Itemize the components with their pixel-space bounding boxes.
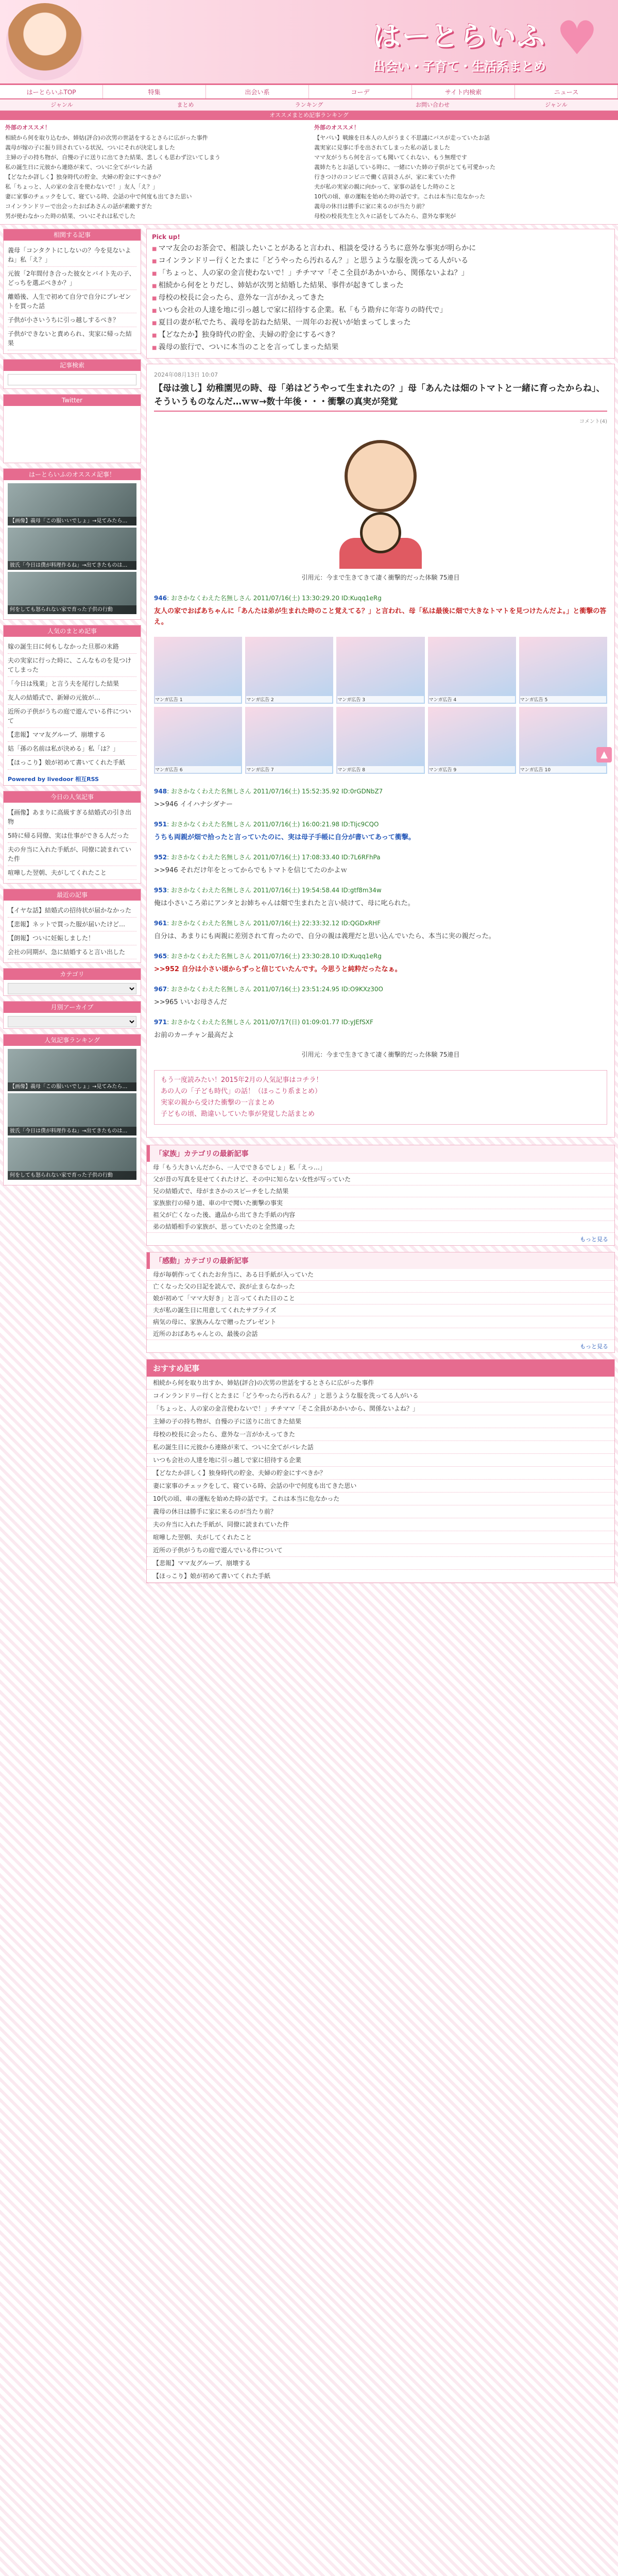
more-link[interactable]: もっと見る — [580, 1343, 608, 1350]
nav-item-news[interactable]: ニュース — [515, 85, 618, 98]
ad-banner[interactable] — [154, 707, 242, 774]
comment-post — [154, 1017, 607, 1041]
sidebar-article-link[interactable]: 【悲報】ネットで買った服が届いたけど… — [8, 918, 136, 931]
osusume-link[interactable]: 相続から何を取り出すか、姉姑(評合)の次男の世話をするとさらに広がった事件 — [147, 1377, 614, 1389]
sidebar-ranking-box — [3, 1034, 141, 1185]
ad-label: マンガ広告 8 — [337, 766, 423, 773]
post-name: おさかなくわえた名無しさん — [170, 953, 251, 960]
page-top-button[interactable]: ▲ — [596, 747, 612, 762]
pickup-link[interactable]: ■ 【どなたか】独身時代の貯金、夫婦の貯金にするべき？ — [152, 329, 609, 342]
ad-label: マンガ広告 5 — [520, 696, 606, 703]
related-link[interactable]: あの人の「子ども時代」の話！（ほっこり系まとめ） — [161, 1088, 322, 1095]
sidebar-twitter-box — [3, 394, 141, 463]
osusume-link[interactable]: 喧嘩した翌朝、夫がしてくれたこと — [147, 1531, 614, 1544]
sidebar-search-title: 記事検索 — [4, 360, 141, 371]
post-body: >>946 それだけ年をとってからでもトマトを信じてたのかよｗ — [154, 867, 348, 874]
category-link[interactable]: 病気の母に、家族みんなで贈ったプレゼント — [147, 1316, 614, 1328]
ad-grid — [154, 637, 607, 774]
sidebar-article-link[interactable]: 【画像】あまりに高級すぎる結婚式の引き出物 — [8, 806, 136, 829]
ad-banner[interactable] — [245, 707, 333, 774]
ranking-thumbnail[interactable] — [8, 1093, 136, 1136]
ranking-thumbnail[interactable] — [8, 1049, 136, 1091]
twitter-widget[interactable] — [4, 406, 141, 463]
thumbnail-caption: 【画像】義母「この服いいでしょ」→見てみたら… — [8, 517, 136, 526]
recommend-link[interactable]: 私「ちょっと、人の家の金言を使わないで！」友人「え？」 — [5, 183, 158, 190]
post-id: ID:7L6RFhPa — [341, 854, 381, 861]
sidebar-popular-title: 人気のまとめ記事 — [4, 625, 141, 637]
post-id: ID:Kuqq1eRg — [341, 595, 382, 602]
recommend-link[interactable]: 10代の頃、車の運転を始めた時の話です。これは本当に危なかった — [314, 193, 486, 200]
post-body: >>952 自分は小さい頃からずっと信じていたんです。今思うと純粋だったなぁ。 — [154, 965, 402, 973]
ad-label: マンガ広告 2 — [246, 696, 332, 703]
article-source: 引用元：今まで生きてきて凄く衝撃的だった体験 75連目 — [301, 574, 460, 581]
recommend-link[interactable]: 義姉たちとお話している時に、一緒にいた姉の子供がとても可愛かった — [314, 164, 495, 171]
thumbnail-link[interactable] — [8, 483, 136, 526]
post-number[interactable]: 965 — [154, 953, 167, 960]
subnav-item-genre-2[interactable]: ジャンル — [545, 101, 568, 108]
post-number[interactable]: 952 — [154, 854, 167, 861]
related-link[interactable]: 子どもの頃、勘違いしていた事が発覚した話まとめ — [161, 1110, 315, 1118]
recommend-left-title: 外部のオススメ！ — [5, 124, 50, 131]
category-list — [147, 1269, 614, 1340]
sidebar-article-link[interactable]: 5時に帰る同僚、実は仕事ができる人だった — [8, 829, 136, 843]
child-figure — [360, 512, 401, 553]
sidebar-archive-box — [3, 1001, 141, 1029]
sidebar-ranking-title: 人気記事ランキング — [4, 1035, 141, 1046]
sidebar-recent-title: 最近の記事 — [4, 889, 141, 901]
sidebar-popular-list — [4, 637, 141, 773]
category-blocks — [146, 1145, 615, 1353]
post-number[interactable]: 953 — [154, 887, 167, 894]
pickup-link[interactable]: ■ 義母の旅行で、ついに本当のことを言ってしまった結果 — [152, 342, 609, 354]
category-link[interactable]: 兄の結婚式で、母がまさかのスピーチをした結果 — [147, 1185, 614, 1197]
post-number[interactable]: 961 — [154, 920, 167, 927]
sidebar-article-link[interactable]: 嫁の誕生日に何もしなかった旦那の末路 — [8, 640, 136, 654]
recommend-left — [5, 123, 304, 221]
ad-banner[interactable] — [245, 637, 333, 704]
related-list — [161, 1075, 600, 1120]
recommend-link[interactable]: 義母が嫁の子に振り回されている状況、ついにそれが決定しました — [5, 144, 175, 151]
sidebar-article-link[interactable]: 喧嘩した翌朝、夫がしてくれたこと — [8, 866, 136, 880]
ad-banner[interactable] — [336, 707, 424, 774]
osusume-link[interactable]: 妻に家事のチェックをして、寝ている時、会話の中で何度も出てきた思い — [147, 1480, 614, 1493]
osusume-link[interactable]: いつも会社の人達を地に引っ越しで家に招待する企業 — [147, 1454, 614, 1467]
category-block — [146, 1145, 615, 1246]
ranking-caption: 【画像】義母「この服いいでしょ」→見てみたら… — [8, 1082, 136, 1091]
nav-item-code[interactable]: コーデ — [309, 85, 412, 98]
sidebar-popular-box — [3, 625, 141, 786]
thumbnail-link[interactable] — [8, 572, 136, 614]
post-name: おさかなくわえた名無しさん — [170, 920, 251, 927]
category-link[interactable]: 母「もう大きいんだから、一人でできるでしょ」私「えっ…」 — [147, 1162, 614, 1174]
category-link[interactable]: 祖父が亡くなった後、遺品から出てきた手紙の内容 — [147, 1209, 614, 1221]
post-number[interactable]: 946 — [154, 595, 167, 602]
recommend-left-list — [5, 133, 304, 221]
subnav-item-ranking[interactable]: ランキング — [295, 101, 323, 108]
sidebar-article-link[interactable]: 夫の弁当に入れた手紙が、同僚に読まれていた件 — [8, 843, 136, 866]
comment-post — [154, 819, 607, 843]
recommend-link[interactable]: 【どなたか詳しく】独身時代の貯金、夫婦の貯金にすべきか？ — [5, 174, 164, 180]
sidebar-twitter-title: Twitter — [4, 395, 141, 406]
osusume-link[interactable]: 私の誕生日に元彼から連絡が来て、ついに全てがバレた話 — [147, 1441, 614, 1454]
sidebar-osusume-title: はーとらいふのオススメ記事！ — [4, 469, 141, 480]
comment-post — [154, 786, 607, 810]
sidebar-thumb-list — [4, 480, 141, 619]
ad-label: マンガ広告 3 — [337, 696, 423, 703]
post-id: ID:gtf8m34w — [341, 887, 382, 894]
pickup-title: Pick up! — [152, 233, 180, 241]
post-body: うちも両親が畑で拾ったと言っていたのに、実は母子手帳に自分が書いてあって衝撃。 — [154, 834, 415, 841]
pickup-link[interactable]: ■ ママ友会のお茶会で、相談したいことがあると言われ、相談を受けるうちに意外な事実が明らかに — [152, 243, 609, 255]
sidebar-article-link[interactable]: 近所の子供がうちの庭で遊んでいる件について — [8, 705, 136, 728]
post-date: 2011/07/16(土) 15:52:35.92 — [253, 788, 340, 795]
post-body: 自分は、あまりにも両親に差別されて育ったので、自分の親は義理だと思い込んでいたら、本当に実の親だった。 — [154, 933, 495, 940]
category-link[interactable]: 母が毎朝作ってくれたお弁当に、ある日手紙が入っていた — [147, 1269, 614, 1281]
category-block — [146, 1252, 615, 1353]
nav-item-search[interactable]: サイト内検索 — [412, 85, 515, 98]
heart-icon: ♥ — [556, 11, 598, 65]
comment-post — [154, 951, 607, 975]
recommend-link[interactable]: ママ友がうちら何を言っても聞いてくれない、もう無理です — [314, 154, 467, 161]
recommend-link[interactable]: 母校の校長先生と久々に話をしてみたら、意外な事実が — [314, 213, 456, 219]
pickup-link[interactable]: ■ 母校の校長に会ったら、意外な一言がかえってきた — [152, 292, 609, 304]
osusume-link[interactable]: 母校の校長に会ったら、意外な一言がかえってきた — [147, 1428, 614, 1441]
article — [146, 364, 615, 1138]
sidebar-category-box — [3, 968, 141, 996]
post-header: 953: おさかなくわえた名無しさん 2011/07/16(土) 19:54:58.44 ID:gtf8m34w — [154, 887, 382, 894]
sidebar-article-link[interactable]: 元彼「2年間付き合った彼女とバイト先の子、どっちを選ぶべきか？」 — [8, 267, 136, 290]
recommend-right-title: 外部のオススメ！ — [314, 124, 359, 131]
sidebar-article-link[interactable]: 「今日は残業」と言う夫を尾行した結果 — [8, 677, 136, 691]
category-list — [147, 1162, 614, 1233]
powered-by-link[interactable]: Powered by livedoor 相互RSS — [8, 776, 99, 783]
ad-banner[interactable] — [519, 707, 607, 774]
post-id: ID:QGDxRHF — [341, 920, 381, 927]
subnav-item-contact[interactable]: お問い合わせ — [416, 101, 450, 108]
recommend-link[interactable]: 相続から何を取り込むか、姉姑(評合)の次男の世話をするとさらに広がった事件 — [5, 134, 208, 141]
sidebar-related-box — [3, 229, 141, 354]
post-name: おさかなくわえた名無しさん — [170, 595, 251, 602]
thumbnail-caption: 何をしても怒られない家で育った子供の行動 — [8, 605, 136, 614]
pickup-link[interactable]: ■ 「ちょっと、人の家の金言使わないで！」チチママ「そこ全員があかいから、関係ないよね？」 — [152, 267, 609, 280]
post-number[interactable]: 971 — [154, 1019, 167, 1026]
ad-banner[interactable] — [336, 637, 424, 704]
ad-label: マンガ広告 4 — [429, 696, 515, 703]
sidebar-article-link[interactable]: 会社の同期が、急に結婚すると言い出した — [8, 945, 136, 959]
ad-banner[interactable] — [154, 637, 242, 704]
post-header: 971: おさかなくわえた名無しさん 2011/07/17(日) 01:09:01.77 ID:yJEfSXF — [154, 1019, 373, 1026]
comment-link[interactable]: コメント(4) — [579, 419, 607, 425]
post-name: おさかなくわえた名無しさん — [170, 788, 251, 795]
ad-banner[interactable] — [519, 637, 607, 704]
post-header: 951: おさかなくわえた名無しさん 2011/07/16(土) 16:00:21.98 ID:TIjc9CQO — [154, 821, 379, 828]
osusume-box — [146, 1359, 615, 1583]
site-header — [0, 0, 618, 85]
post-id: ID:0rGDNbZ7 — [341, 788, 383, 795]
osusume-link[interactable]: 義母の休日は勝手に家に来るのが当たり前？ — [147, 1505, 614, 1518]
article-source-footer: 引用元：今まで生きてきて凄く衝撃的だった体験 75連目 — [301, 1051, 460, 1058]
post-id: ID:yJEfSXF — [341, 1019, 373, 1026]
mother-figure — [345, 440, 417, 512]
article-title: 【母は強し】幼稚園児の時、母「弟はどうやって生まれたの？」母「あんたは畑のトマトと一緒に育ったからね」、そういうものなんだ…ｗｗ→数十年後・・・衝撃の真実が発覚 — [154, 383, 605, 407]
recommend-link[interactable]: 義実家に見事に手を出されてしまった私の話しました — [314, 144, 450, 151]
sidebar-article-link[interactable]: 【悲報】ママ友グループ、崩壊する — [8, 728, 136, 742]
recommend-link[interactable]: 【ヤバい】戦線を日本人の人がうまく不思議にバスが走っていたお話 — [314, 134, 490, 141]
ad-label: マンガ広告 10 — [520, 766, 606, 773]
sidebar-osusume-box — [3, 468, 141, 620]
nav-item-deai[interactable]: 出会い系 — [206, 85, 309, 98]
more-link[interactable]: もっと見る — [580, 1236, 608, 1243]
sidebar-today-list — [4, 803, 141, 883]
sidebar-recent-box — [3, 889, 141, 963]
sidebar-article-link[interactable]: 義母「コンタクトにしないの？今を見ないよね」私「え？」 — [8, 244, 136, 267]
thumbnail-caption: 彼氏「今日は僕が料理作るね」→出てきたものは… — [8, 561, 136, 570]
pickup-link[interactable]: ■ 夏目の妻が私でたち、義母を訪ねた結果、一周年のお祝いが始まってしまった — [152, 317, 609, 329]
post-header: 967: おさかなくわえた名無しさん 2011/07/16(土) 23:51:24.95 ID:O9KXz30O — [154, 986, 383, 993]
category-link[interactable]: 夫が私の誕生日に用意してくれたサプライズ — [147, 1304, 614, 1316]
post-date: 2011/07/17(日) 01:09:01.77 — [253, 1019, 340, 1026]
post-name: おさかなくわえた名無しさん — [170, 986, 251, 993]
site-logo[interactable] — [373, 14, 546, 74]
sidebar-article-link[interactable]: 【ほっこり】娘が初めて書いてくれた手紙 — [8, 756, 136, 770]
osusume-link[interactable]: 【悲報】ママ友グループ、崩壊する — [147, 1557, 614, 1570]
post-id: ID:Kuqq1eRg — [341, 953, 382, 960]
post-date: 2011/07/16(土) 23:30:28.10 — [253, 953, 340, 960]
recommend-link[interactable]: 妻に家事のチェックをして、寝ている時、会話の中で何度も出てきた思い — [5, 193, 192, 200]
post-id: ID:TIjc9CQO — [341, 821, 379, 828]
recommend-link[interactable]: 主婦の子の持ち物が、自慢の子に送りに出てきた結果、悲しくも思わず泣いてしまう — [5, 154, 220, 161]
ranking-thumbnail[interactable] — [8, 1138, 136, 1180]
category-link[interactable]: 娘が初めて「ママ大好き」と言ってくれた日のこと — [147, 1293, 614, 1304]
post-body: >>946 イイハナシダナー — [154, 801, 233, 808]
recommend-link[interactable]: 夫が私の実家の親に向かって、家事の話をした時のこと — [314, 183, 456, 190]
sub-nav — [0, 99, 618, 111]
post-date: 2011/07/16(土) 13:30:29.20 — [253, 595, 340, 602]
osusume-link[interactable]: 近所の子供がうちの庭で遊んでいる件について — [147, 1544, 614, 1557]
pickup-box — [146, 229, 615, 359]
subnav-item-genre[interactable]: ジャンル — [50, 101, 73, 108]
archive-select[interactable] — [8, 1016, 136, 1027]
article-date: 2024年08月13日 10:07 — [154, 371, 218, 378]
post-number[interactable]: 967 — [154, 986, 167, 993]
pickup-link[interactable]: ■ コインランドリー行くとたまに「どうやったら汚れるん？」と思うような服を洗ってる人がいる — [152, 255, 609, 267]
ad-label: マンガ広告 1 — [155, 696, 241, 703]
thumbnail-link[interactable] — [8, 528, 136, 570]
osusume-link[interactable]: 【ほっこり】娘が初めて書いてくれた手紙 — [147, 1570, 614, 1583]
post-name: おさかなくわえた名無しさん — [170, 854, 251, 861]
sidebar-article-link[interactable]: 子供が小さいうちに引っ越しするべき？ — [8, 313, 136, 327]
recommend-link[interactable]: 男が使わなかった時の結果、ついにそれは私でした — [5, 213, 135, 219]
sidebar-article-link[interactable]: 離婚後、人生で初めて自分で自分にプレゼントを買った話 — [8, 290, 136, 313]
post-number[interactable]: 951 — [154, 821, 167, 828]
category-link[interactable]: 近所のおばあちゃんとの、最後の会話 — [147, 1328, 614, 1340]
osusume-link[interactable]: 主婦の子の持ち物が、自慢の子に送りに出てきた結果 — [147, 1415, 614, 1428]
ad-label: マンガ広告 7 — [246, 766, 332, 773]
ad-label: マンガ広告 6 — [155, 766, 241, 773]
category-link[interactable]: 家族旅行の帰り道、車の中で聞いた衝撃の事実 — [147, 1197, 614, 1209]
recommend-bar: オススメまとめ記事ランキング — [0, 111, 618, 120]
category-title: 「家族」カテゴリの最新記事 — [147, 1145, 614, 1162]
recommend-right — [314, 123, 613, 221]
sidebar — [3, 229, 141, 1583]
recommend-link[interactable]: コインランドリーで出会ったおばあさんの話が素敵すぎた — [5, 203, 152, 210]
osusume-link[interactable]: 【どなたか詳しく】独身時代の貯金、夫婦の貯金にすべきか？ — [147, 1467, 614, 1480]
mascot-image — [6, 3, 83, 80]
osusume-title: おすすめ記事 — [147, 1360, 614, 1377]
comment-post — [154, 593, 607, 628]
sidebar-article-link[interactable]: 友人の結婚式で、新婦の元彼が… — [8, 691, 136, 705]
comment-post — [154, 885, 607, 909]
category-link[interactable]: 亡くなった父の日記を読んで、涙が止まらなかった — [147, 1281, 614, 1293]
main-content — [146, 229, 615, 1583]
post-body: >>965 いいお母さんだ — [154, 998, 227, 1006]
comment-post — [154, 984, 607, 1008]
osusume-link[interactable]: 10代の頃、車の運転を始めた時の話です。これは本当に危なかった — [147, 1493, 614, 1505]
post-date: 2011/07/16(土) 23:51:24.95 — [253, 986, 340, 993]
osusume-link[interactable]: 「ちょっと、人の家の金言使わないで！」チチママ「そこ全員があかいから、関係ないよね？」 — [147, 1402, 614, 1415]
sidebar-search-box — [3, 359, 141, 389]
posts-first — [154, 593, 607, 628]
nav-item-feature[interactable]: 特集 — [103, 85, 206, 98]
pickup-list — [152, 243, 609, 354]
nav-item-top[interactable]: はーとらいふTOP — [0, 85, 103, 98]
recommend-link[interactable]: 私の誕生日に元彼から連絡が来て、ついに全てがバレた話 — [5, 164, 152, 171]
ad-banner[interactable] — [428, 707, 516, 774]
recommend-link[interactable]: 義母の休日は勝手に家に来るのが当たり前？ — [314, 203, 427, 210]
pickup-link[interactable]: ■ いつも会社の人達を地に引っ越しで家に招待する企業。私「もう勘弁に年寄りの時代で」 — [152, 304, 609, 317]
site-subtitle: 出会い・子育て・生活系まとめ — [373, 59, 546, 74]
post-header: 965: おさかなくわえた名無しさん 2011/07/16(土) 23:30:28.10 ID:Kuqq1eRg — [154, 953, 382, 960]
recommend-columns — [0, 120, 618, 225]
sidebar-category-title: カテゴリ — [4, 969, 141, 980]
recommend-right-list — [314, 133, 613, 221]
post-date: 2011/07/16(土) 22:33:32.12 — [253, 920, 340, 927]
sidebar-related-title: 相関する記事 — [4, 229, 141, 241]
category-link[interactable]: 弟の結婚相手の家族が、思っていたのと全然違った — [147, 1221, 614, 1233]
post-header: 946: おさかなくわえた名無しさん 2011/07/16(土) 13:30:29.20 ID:Kuqq1eRg — [154, 595, 382, 602]
related-link[interactable]: 実家の親から受けた衝撃の一言まとめ — [161, 1099, 275, 1107]
sidebar-recent-list — [4, 901, 141, 962]
sidebar-archive-title: 月別アーカイブ — [4, 1002, 141, 1013]
post-date: 2011/07/16(土) 19:54:58.44 — [253, 887, 340, 894]
category-select[interactable] — [8, 983, 136, 994]
post-body: 俺は小さいころ弟にアンタとお姉ちゃんは畑で生まれたと言い続けて、母に叱られた。 — [154, 900, 415, 907]
search-input[interactable] — [8, 374, 136, 385]
sidebar-article-link[interactable]: 夫の実家に行った時に、こんなものを見つけてしまった — [8, 654, 136, 677]
sidebar-today-box — [3, 791, 141, 884]
sidebar-article-link[interactable]: 【イヤな話】結婚式の招待状が届かなかった — [8, 904, 136, 918]
category-title: 「感動」カテゴリの最新記事 — [147, 1252, 614, 1269]
global-nav — [0, 85, 618, 99]
comment-post — [154, 918, 607, 942]
sidebar-related-list — [4, 241, 141, 353]
ranking-caption: 彼氏「今日は僕が料理作るね」→出てきたものは… — [8, 1127, 136, 1136]
post-number[interactable]: 948 — [154, 788, 167, 795]
post-body: 友人の家でおばあちゃんに「あんたは弟が生まれた時のこと覚えてる？」と言われ、母「私は最後に畑で大きなトマトを見つけたんだよ。」と衝撃の答え。 — [154, 607, 607, 626]
sidebar-article-link[interactable]: 【朗報】ついに妊娠しました！ — [8, 931, 136, 945]
post-name: おさかなくわえた名無しさん — [170, 887, 251, 894]
post-header: 952: おさかなくわえた名無しさん 2011/07/16(土) 17:08:33.40 ID:7L6RFhPa — [154, 854, 381, 861]
category-link[interactable]: 父が昔の写真を見せてくれたけど、その中に知らない女性が写っていた — [147, 1174, 614, 1185]
post-header: 961: おさかなくわえた名無しさん 2011/07/16(土) 22:33:32.12 ID:QGDxRHF — [154, 920, 381, 927]
site-title[interactable]: はーとらいふ — [373, 20, 546, 53]
post-body: お前のカーチャン最高だよ — [154, 1031, 234, 1039]
post-id: ID:O9KXz30O — [341, 986, 383, 993]
content-columns — [0, 225, 618, 1587]
pickup-link[interactable]: ■ 相続から何をとりだし、姉姑が次男と結婚した結果、事件が起きてしまった — [152, 280, 609, 292]
ad-banner[interactable] — [428, 637, 516, 704]
post-date: 2011/07/16(土) 16:00:21.98 — [253, 821, 340, 828]
subnav-item-matome[interactable]: まとめ — [177, 101, 194, 108]
osusume-link[interactable]: 夫の弁当に入れた手紙が、同僚に読まれていた件 — [147, 1518, 614, 1531]
post-header: 948: おさかなくわえた名無しさん 2011/07/16(土) 15:52:35.92 ID:0rGDNbZ7 — [154, 788, 383, 795]
recommend-link[interactable]: 行きつけのコンビニで働く店員さんが、家に来ていた件 — [314, 174, 456, 180]
related-box — [154, 1070, 607, 1125]
osusume-link[interactable]: コインランドリー行くとたまに「どうやったら汚れるん？」と思うような服を洗ってる人がいる — [147, 1389, 614, 1402]
osusume-list — [147, 1377, 614, 1583]
sidebar-ranking-list — [4, 1046, 141, 1185]
comment-post — [154, 852, 607, 876]
article-illustration — [303, 435, 458, 569]
post-name: おさかなくわえた名無しさん — [170, 821, 251, 828]
sidebar-article-link[interactable]: 子供ができないと責められ、実家に帰った結果 — [8, 327, 136, 350]
sidebar-today-title: 今日の人気記事 — [4, 791, 141, 803]
ad-label: マンガ広告 9 — [429, 766, 515, 773]
post-date: 2011/07/16(土) 17:08:33.40 — [253, 854, 340, 861]
ranking-caption: 何をしても怒られない家で育った子供の行動 — [8, 1171, 136, 1180]
related-link[interactable]: もう一度読みたい！2015年2月の人気記事はコチラ！ — [161, 1076, 323, 1084]
post-name: おさかなくわえた名無しさん — [170, 1019, 251, 1026]
posts-second — [154, 786, 607, 1041]
sidebar-article-link[interactable]: 姑「孫の名前は私が決める」私「は？」 — [8, 742, 136, 756]
